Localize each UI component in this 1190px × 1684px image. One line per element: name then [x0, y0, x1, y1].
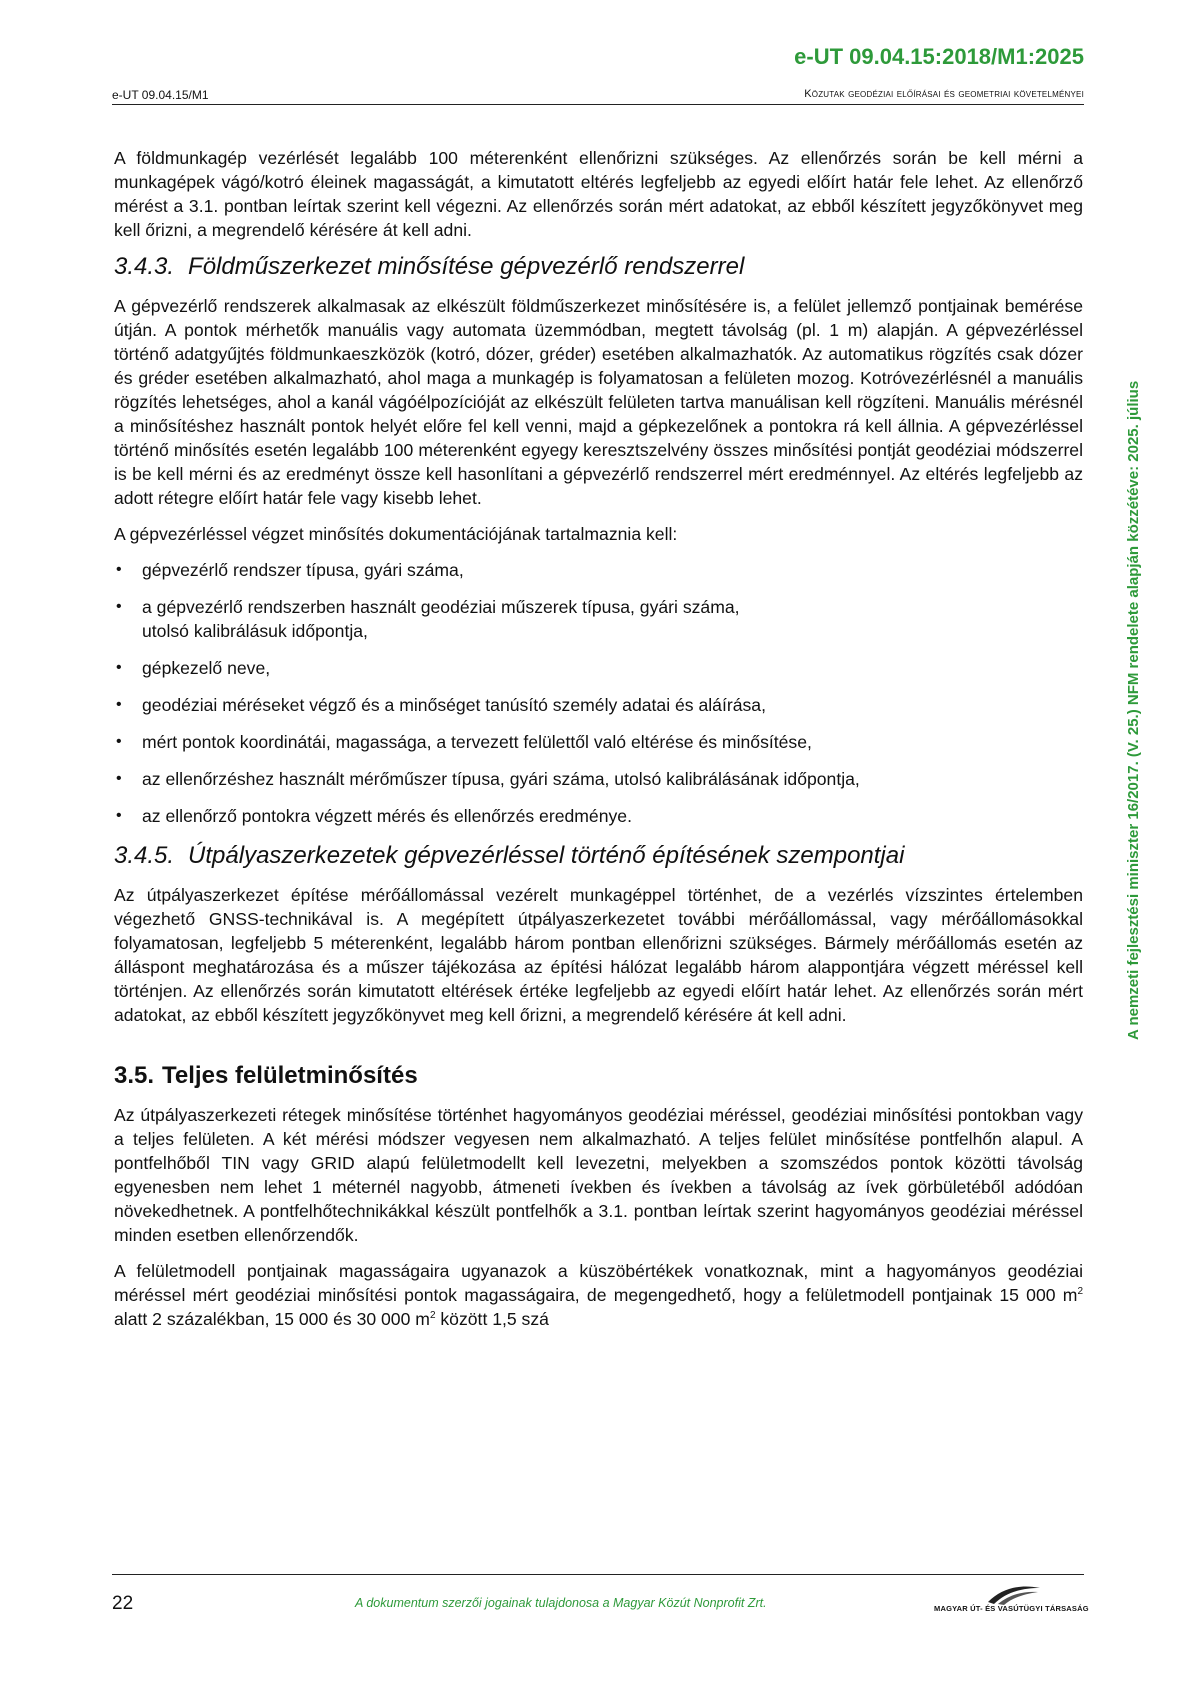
section-35-paragraph-1: Az útpályaszerkezeti rétegek minősítése történhet hagyományos geodéziai méréssel, geodéziai minősítési pontokban vagy a teljes felületen. A két mérési módszer vegyesen nem alkalmazható. A teljes felület minősítése pontfelhőn alapul. A pontfelhőből TIN vagy GRID alapú felületmodellt kell levezetni, melyekben a szomszédos pontok közötti távolság egyenesben nem lehet 1 méternél nagyobb, átmeneti ívekben és ívekben a távolság az ívek görbületéből adódóan növekedhetnek. A pontfelhőtechnikákkal készült pontfelhők a 3.1. pontban leírtak szerint hagyományos geodéziai méréssel minden esetben ellenőrzendők.	[114, 1105, 1083, 1245]
intro-paragraph: A földmunkagép vezérlését legalább 100 méterenként ellenőrizni szükséges. Az ellenőrzés során be kell mérni a munkagépek vágó/kotró éleinek magasságát, a kimutatott eltérés legfeljebb az egyedi előírt határ fele lehet. Az ellenőrző mérést a 3.1. pontban leírtak szerint kell végezni. Az ellenőrzés során mért adatokat, az ebből készített jegyzőkönyvet meg kell őrizni, a megrendelő kérésére át kell adni.	[114, 148, 1083, 240]
list-item: • gépkezelő neve,	[114, 656, 1083, 680]
section-345-title: Útpályaszerkezetek gépvezérléssel történő építésének szempontjai	[188, 842, 905, 869]
paragraph-2-part-a: A felületmodell pontjainak magasságaira ugyanazok a küszöbértékek vonatkoznak, mint a hagyományos geodéziai méréssel mért geodéziai minősítési pontok magasságaira, de megengedhető, hogy a felületmodell pontjainak 15 000 m	[114, 1261, 1083, 1305]
section-35-paragraph-2	[114, 1259, 1083, 1331]
logo-text: MAGYAR ÚT- ÉS VASÚTÜGYI TÁRSASÁG	[934, 1604, 1089, 1613]
section-35-heading	[114, 1061, 1083, 1091]
section-345-number: 3.4.5.	[114, 842, 175, 869]
header-left-code: e-UT 09.04.15/M1	[112, 88, 209, 102]
list-item-line-2: utolsó kalibrálásuk időpontja,	[142, 621, 368, 641]
footer-divider	[112, 1574, 1084, 1575]
paragraph-2-part-c: között 1,5 szá	[435, 1309, 549, 1329]
society-logo	[934, 1582, 1089, 1622]
document-code: e-UT 09.04.15:2018/M1:2025	[794, 44, 1084, 69]
section-343-heading	[114, 252, 1083, 282]
section-343-number: 3.4.3.	[114, 253, 175, 280]
section-35-number: 3.5.	[114, 1062, 155, 1089]
main-content	[114, 146, 1083, 1331]
section-343-paragraph: A gépvezérlő rendszerek alkalmasak az elkészült földműszerkezet minősítésére is, a felület jellemző pontjainak bemérése útján. A pontok mérhetők manuális vagy automata üzemmódban, megtett távolság (pl. 1 m) alapján. A gépvezérléssel történő adatgyűjtés földmunkaeszközök (kotró, dózer, gréder) esetében alkalmazhatók. Az automatikus rögzítés csak dózer és gréder esetében alkalmazható, ahol maga a munkagép is folyamatosan a felületen mozog. Kotróvezérlésnél a manuális rögzítés lehetséges, ahol a kanál vágóélpozícióját az elkészült felületen tartva manuálisan kell rögzíteni. Manuális mérésnél a minősítéshez használt pontok helyét előre fel kell venni, majd a gépkezelőnek a pontokra rá kell állnia. A gépvezérléssel történő minősítés esetén legalább 100 méterenként egyegy keresztszelvény összes minősítési pontját geodéziai módszerrel is be kell mérni és az eredményt össze kell hasonlítani a gépvezérlő rendszerrel mért eredménnyel. Az eltérés legfeljebb az adott rétegre előírt határ fele vagy kisebb lehet.	[114, 296, 1083, 508]
list-item: • az ellenőrzéshez használt mérőműszer típusa, gyári száma, utolsó kalibrálásának időpontja,	[114, 767, 1083, 791]
header-divider	[112, 104, 1084, 105]
list-item-line-1: a gépvezérlő rendszerben használt geodéziai műszerek típusa, gyári száma,	[142, 597, 740, 617]
section-343-title: Földműszerkezet minősítése gépvezérlő rendszerrel	[188, 253, 745, 280]
page-number: 22	[112, 1593, 134, 1614]
section-345-paragraph: Az útpályaszerkezet építése mérőállomással vezérelt munkagéppel történhet, de a vezérlés vízszintes értelemben végezhető GNSS-technikával is. A megépített útpályaszerkezetet további mérőállomással, vagy mérőállomásokkal folyamatosan, legfeljebb 5 méterenként, legalább három pontban ellenőrizni szükséges. Bármely mérőállomás esetén az álláspont meghatározása és a műszer tájékozása az építési hálózat legalább három alappontjára végzett méréssel kell történjen. Az ellenőrzés során kimutatott eltérések értéke legfeljebb az egyedi előírt határ lehet. Az ellenőrzés során mért adatokat, az ebből készített jegyzőkönyvet meg kell őrizni, a megrendelő kérésére át kell adni.	[114, 885, 1083, 1025]
footer-copyright: A dokumentum szerzői jogainak tulajdonosa a Magyar Közút Nonprofit Zrt.	[355, 1596, 767, 1610]
header-right-title: Közutak geodéziai előírásai és geometriai követelményei	[804, 88, 1084, 100]
list-item	[114, 595, 1083, 643]
section-35-title: Teljes felületminősítés	[162, 1062, 418, 1089]
paragraph-2-part-b: alatt 2 százalékban, 15 000 és 30 000 m	[114, 1309, 430, 1329]
list-item: • mért pontok koordinátái, magassága, a tervezett felülettől való eltérése és minősítése,	[114, 730, 1083, 754]
list-item: • geodéziai méréseket végző és a minőséget tanúsító személy adatai és aláírása,	[114, 693, 1083, 717]
swoosh-logo-icon	[984, 1582, 1044, 1606]
superscript: 2	[1077, 1286, 1083, 1298]
list-item: • gépvezérlő rendszer típusa, gyári száma,	[114, 558, 1083, 582]
superscript: 2	[429, 1310, 436, 1322]
publication-side-note: A nemzeti fejlesztési miniszter 16/2017. (V. 25.) NFM rendelete alapján közzétéve: 2025. július	[1125, 380, 1142, 1040]
documentation-list	[114, 558, 1083, 828]
section-345-heading	[114, 841, 1083, 871]
list-item: • az ellenőrző pontokra végzett mérés és ellenőrzés eredménye.	[114, 804, 1083, 828]
section-343-list-intro: A gépvezérléssel végzet minősítés dokumentációjának tartalmaznia kell:	[114, 524, 678, 544]
